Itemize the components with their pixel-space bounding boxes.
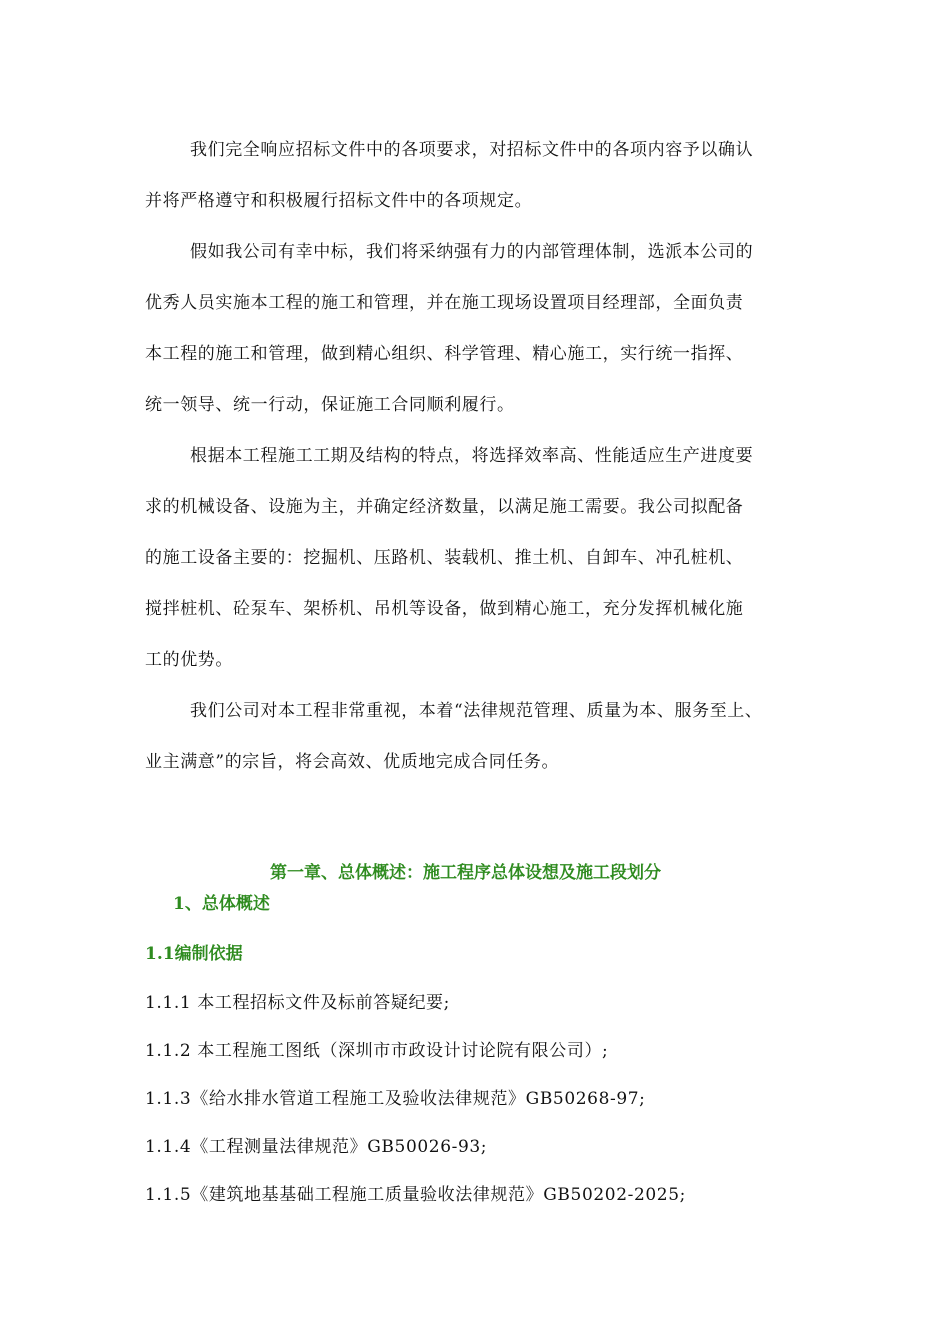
paragraph-3-line-5: 工的优势。	[145, 650, 233, 670]
paragraph-2-line-3: 本工程的施工和管理，做到精心组织、科学管理、精心施工，实行统一指挥、	[145, 344, 744, 364]
basis-item-5: 1.1.5《建筑地基基础工程施工质量验收法律规范》GB50202-2025;	[145, 1185, 686, 1205]
subsection-title: 1.1编制依据	[145, 944, 243, 964]
section-title: 1、总体概述	[173, 894, 270, 914]
paragraph-4-line-2: 业主满意”的宗旨，将会高效、优质地完成合同任务。	[145, 752, 560, 772]
paragraph-3-line-1: 根据本工程施工工期及结构的特点，将选择效率高、性能适应生产进度要	[190, 446, 754, 466]
paragraph-2-line-4: 统一领导、统一行动，保证施工合同顺利履行。	[145, 395, 515, 415]
paragraph-4-line-1: 我们公司对本工程非常重视，本着“法律规范管理、质量为本、服务至上、	[190, 701, 763, 721]
basis-item-3: 1.1.3《给水排水管道工程施工及验收法律规范》GB50268-97;	[145, 1089, 646, 1109]
chapter-title: 第一章、总体概述：施工程序总体设想及施工段划分	[270, 863, 661, 883]
paragraph-3-line-3: 的施工设备主要的：挖掘机、压路机、装载机、推土机、自卸车、冲孔桩机、	[145, 548, 744, 568]
paragraph-1-line-2: 并将严格遵守和积极履行招标文件中的各项规定。	[145, 191, 533, 211]
paragraph-1-line-1: 我们完全响应招标文件中的各项要求，对招标文件中的各项内容予以确认	[190, 140, 754, 160]
paragraph-3-line-4: 搅拌桩机、砼泵车、架桥机、吊机等设备，做到精心施工，充分发挥机械化施	[145, 599, 744, 619]
basis-item-1: 1.1.1 本工程招标文件及标前答疑纪要;	[145, 993, 450, 1013]
paragraph-2-line-1: 假如我公司有幸中标，我们将采纳强有力的内部管理体制，选派本公司的	[190, 242, 754, 262]
basis-item-2: 1.1.2 本工程施工图纸（深圳市市政设计讨论院有限公司）;	[145, 1041, 609, 1061]
basis-item-4: 1.1.4《工程测量法律规范》GB50026-93;	[145, 1137, 488, 1157]
paragraph-3-line-2: 求的机械设备、设施为主，并确定经济数量，以满足施工需要。我公司拟配备	[145, 497, 744, 517]
paragraph-2-line-2: 优秀人员实施本工程的施工和管理，并在施工现场设置项目经理部，全面负责	[145, 293, 744, 313]
